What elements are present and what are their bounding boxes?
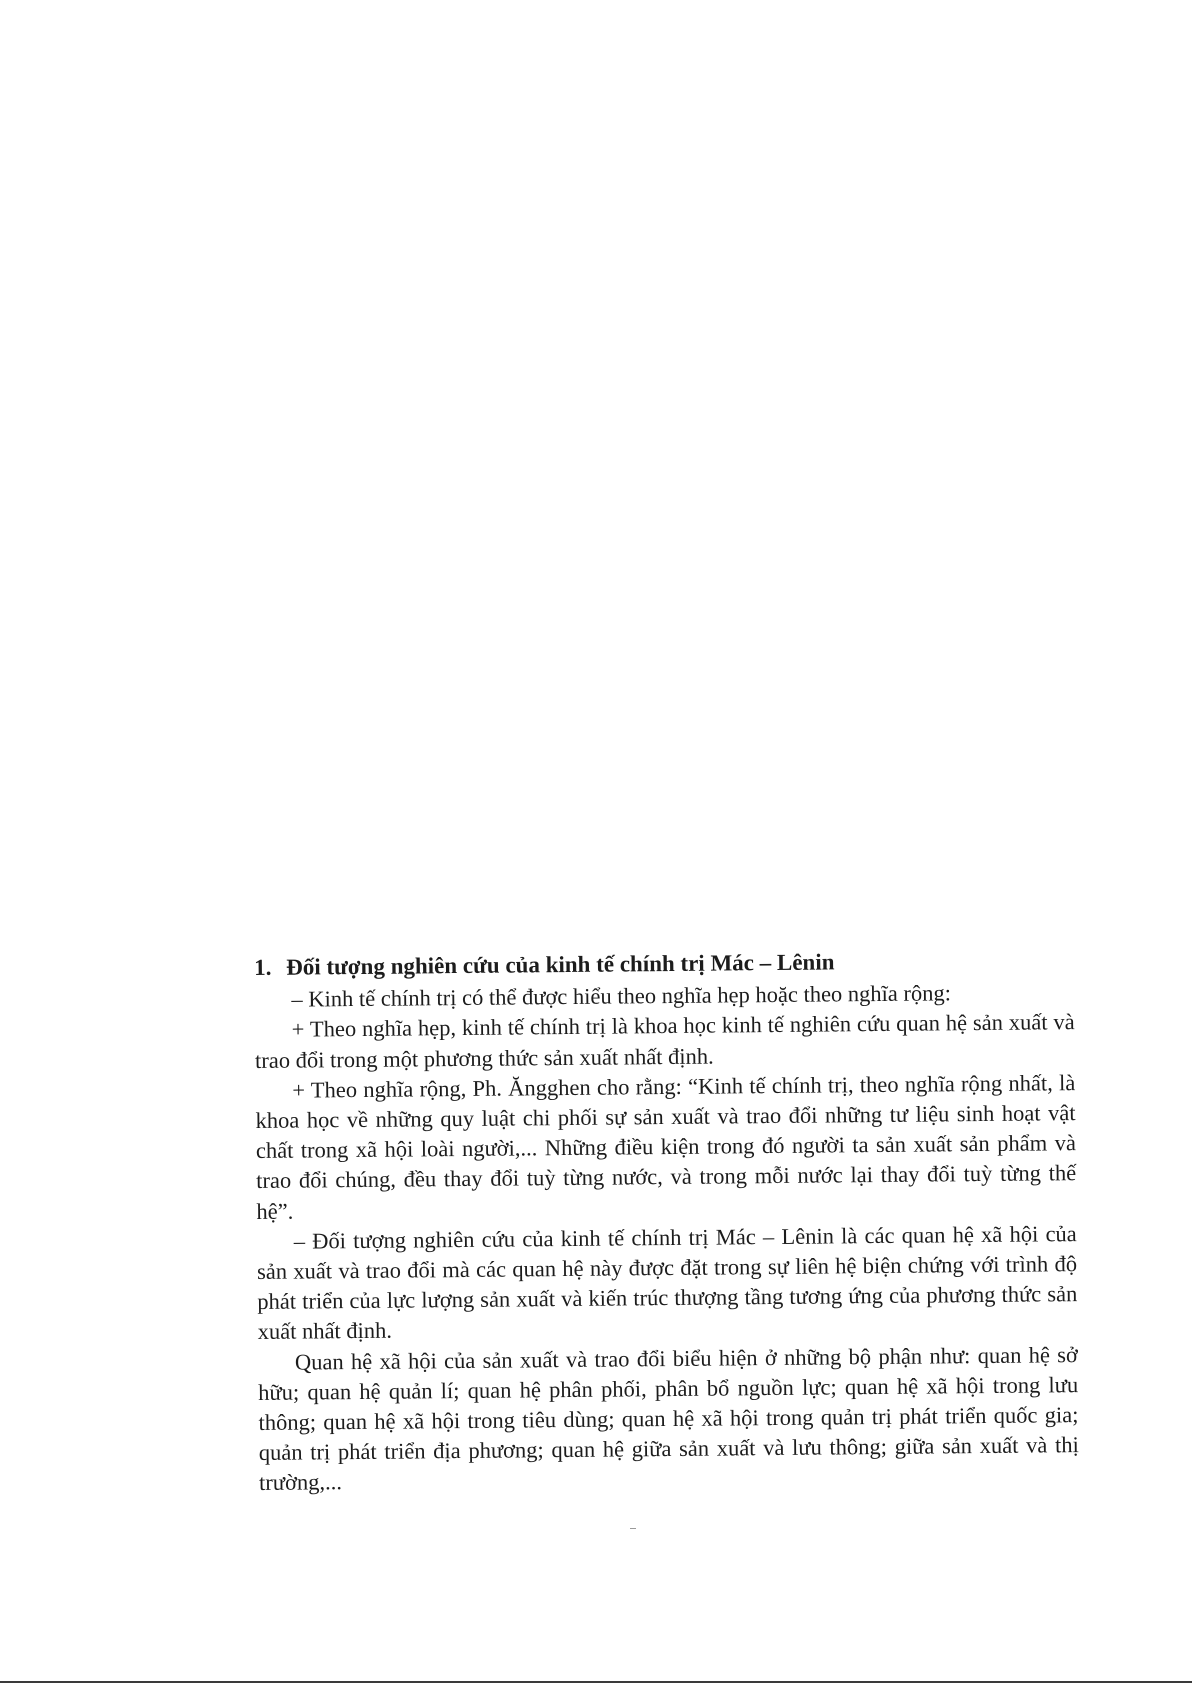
section-number: 1. — [254, 954, 272, 980]
text-block — [254, 945, 1079, 1499]
page-bottom-edge — [0, 1681, 1192, 1683]
section-title: Đối tượng nghiên cứu của kinh tế chính trị Mác – Lênin — [286, 949, 835, 980]
scan-mark — [630, 1528, 636, 1529]
paragraph-research-object: – Đối tượng nghiên cứu của kinh tế chính trị Mác – Lênin là các quan hệ xã hội của sản xuất và trao đổi mà các quan hệ này được đặt trong sự liên hệ biện chứng với trình độ phát triển của lực lượng sản xuất và kiến trúc thượng tầng tương ứng của phương thức sản xuất nhất định. — [256, 1220, 1078, 1345]
paragraph-broad-meaning: + Theo nghĩa rộng, Ph. Ăngghen cho rằng: “Kinh tế chính trị, theo nghĩa rộng nhất, là khoa học về những quy luật chi phối sự sản xuất và trao đổi những tư liệu sinh hoạt vật chất trong xã hội loài người,... Những điều kiện trong đó người ta sản xuất sản phẩm và trao đổi chúng, đều thay đổi tuỳ từng nước, và trong mỗi nước lại thay đổi tuỳ từng thế hệ”. — [255, 1069, 1077, 1224]
paragraph-narrow-meaning: + Theo nghĩa hẹp, kinh tế chính trị là khoa học kinh tế nghiên cứu quan hệ sản xuất và trao đổi trong một phương thức sản xuất nhất định. — [254, 1009, 1075, 1073]
section-heading — [254, 945, 1074, 983]
paragraph-definition-intro: – Kinh tế chính trị có thể được hiểu theo nghĩa hẹp hoặc theo nghĩa rộng: — [291, 980, 952, 1012]
paragraph-social-relations: Quan hệ xã hội của sản xuất và trao đổi biểu hiện ở những bộ phận như: quan hệ sở hữu; quan hệ quản lí; quan hệ phân phối, phân bổ nguồn lực; quan hệ xã hội trong lưu thông; quan hệ xã hội trong tiêu dùng; quan hệ xã hội trong quản trị phát triển quốc gia; quản trị phát triển địa phương; quan hệ giữa sản xuất và lưu thông; giữa sản xuất và thị trường,... — [258, 1341, 1079, 1496]
